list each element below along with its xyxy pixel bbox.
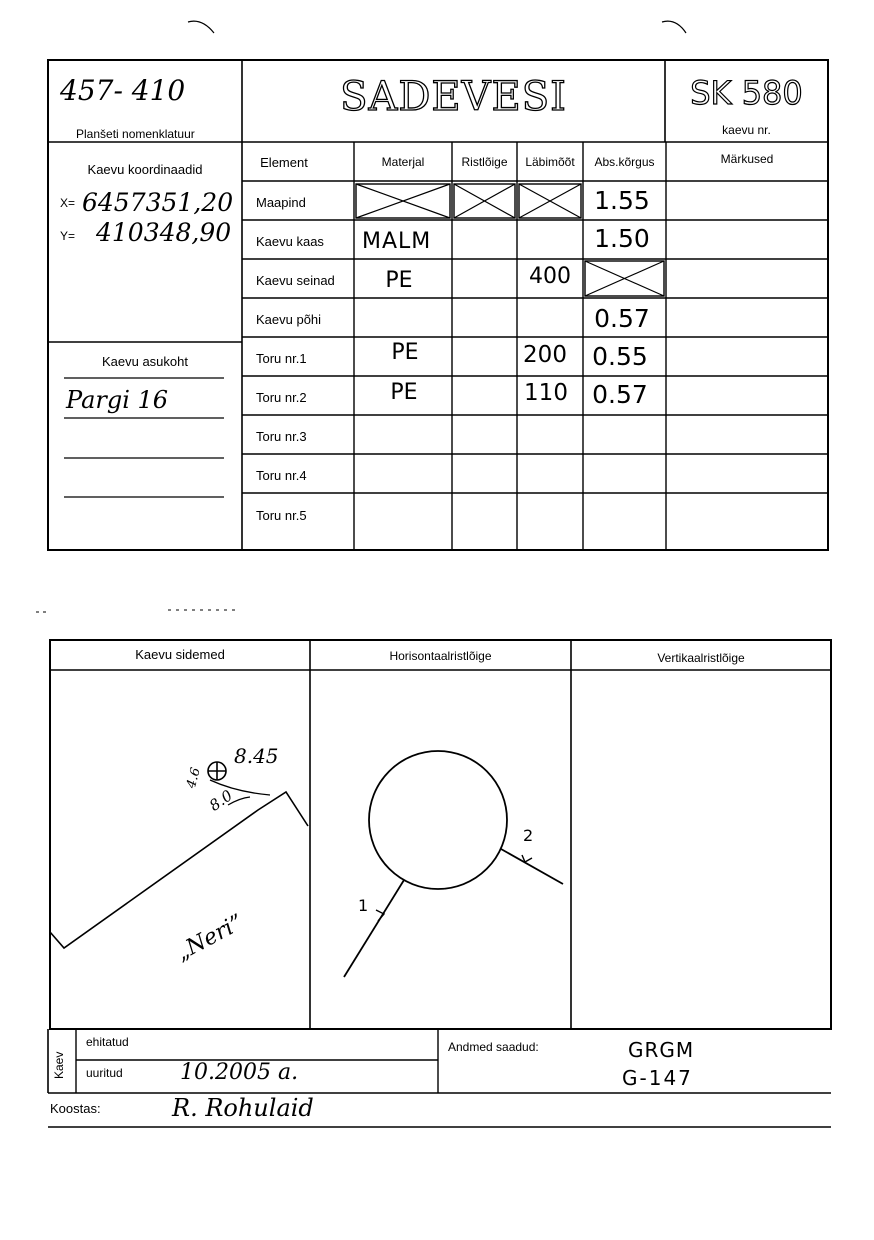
col-header-labimoot: Läbimõõt (525, 155, 575, 169)
y-coordinate: 410348,90 (96, 218, 232, 247)
row-element: Toru nr.5 (256, 508, 307, 523)
cell-materjal-seinad: PE (385, 268, 413, 293)
row-element: Maapind (256, 195, 306, 210)
andmed-label: Andmed saadud: (448, 1040, 539, 1054)
row-element: Toru nr.3 (256, 429, 307, 444)
sketch-header-vertical: Vertikaalristlõige (657, 651, 745, 665)
col-header-abs-korgus: Abs.kõrgus (594, 155, 655, 169)
sidemed-side-a: 4.6 (184, 766, 204, 790)
sidemed-side-b: 8.0 (206, 786, 236, 815)
cell-abs-maapind: 1.55 (594, 186, 650, 215)
x-prefix: X= (60, 196, 76, 210)
row-element: Toru nr.1 (256, 351, 307, 366)
col-header-element: Element (260, 155, 308, 170)
cell-materjal-kaas: MALM (362, 229, 432, 254)
cell-abs-pohi: 0.57 (594, 304, 650, 333)
cell-labimoot-seinad: 400 (529, 264, 571, 289)
x-coordinate: 6457351,20 (82, 188, 234, 217)
location-value: Pargi 16 (66, 386, 169, 414)
cell-materjal-toru2: PE (390, 380, 418, 405)
pipe-1-label: 1 (358, 896, 369, 915)
cell-labimoot-toru1: 200 (523, 342, 567, 368)
cell-abs-kaas: 1.50 (594, 224, 650, 253)
plansheet-label: Planšeti nomenklatuur (76, 127, 195, 141)
col-header-markused: Märkused (720, 152, 774, 166)
row-element: Kaevu seinad (256, 273, 335, 288)
kaev-side-label: Kaev (52, 1051, 66, 1079)
row-element: Toru nr.2 (256, 390, 307, 405)
horizontal-section (344, 751, 563, 977)
uuritud-label: uuritud (86, 1066, 123, 1080)
well-number-label: kaevu nr. (722, 123, 771, 137)
coordinates-label: Kaevu koordinaadid (87, 162, 203, 177)
well-symbol (208, 762, 226, 780)
sketch-header-sidemed: Kaevu sidemed (135, 647, 225, 662)
y-prefix: Y= (60, 229, 76, 243)
col-header-ristloige: Ristlõige (461, 155, 508, 169)
row-element: Kaevu põhi (256, 312, 322, 327)
koostas-value: R. Rohulaid (172, 1094, 314, 1122)
andmed-value-2: G-147 (622, 1066, 693, 1090)
row-element: Kaevu kaas (256, 234, 324, 249)
cell-materjal-toru1: PE (391, 340, 419, 365)
koostas-label: Koostas: (50, 1101, 101, 1116)
ehitatud-label: ehitatud (86, 1035, 129, 1049)
sidemed-sketch (50, 780, 308, 948)
location-label: Kaevu asukoht (101, 354, 188, 369)
cell-abs-toru1: 0.55 (592, 342, 648, 371)
sketch-header-horizontal: Horisontaalristlõige (389, 649, 492, 663)
pipe-2-label: 2 (523, 826, 534, 845)
row-element: Toru nr.4 (256, 468, 307, 483)
form-title: SADEVESI (340, 74, 567, 120)
well-number: SK 580 (690, 74, 803, 112)
sidemed-place: „Neri” (172, 909, 248, 967)
andmed-value-1: GRGM (628, 1038, 695, 1062)
cell-labimoot-toru2: 110 (524, 380, 568, 406)
plansheet-value: 457- 410 (60, 74, 186, 107)
uuritud-value: 10.2005 a. (180, 1060, 299, 1085)
sidemed-distance: 8.45 (234, 744, 279, 768)
cell-abs-toru2: 0.57 (592, 380, 648, 409)
col-header-materjal: Materjal (381, 155, 425, 169)
